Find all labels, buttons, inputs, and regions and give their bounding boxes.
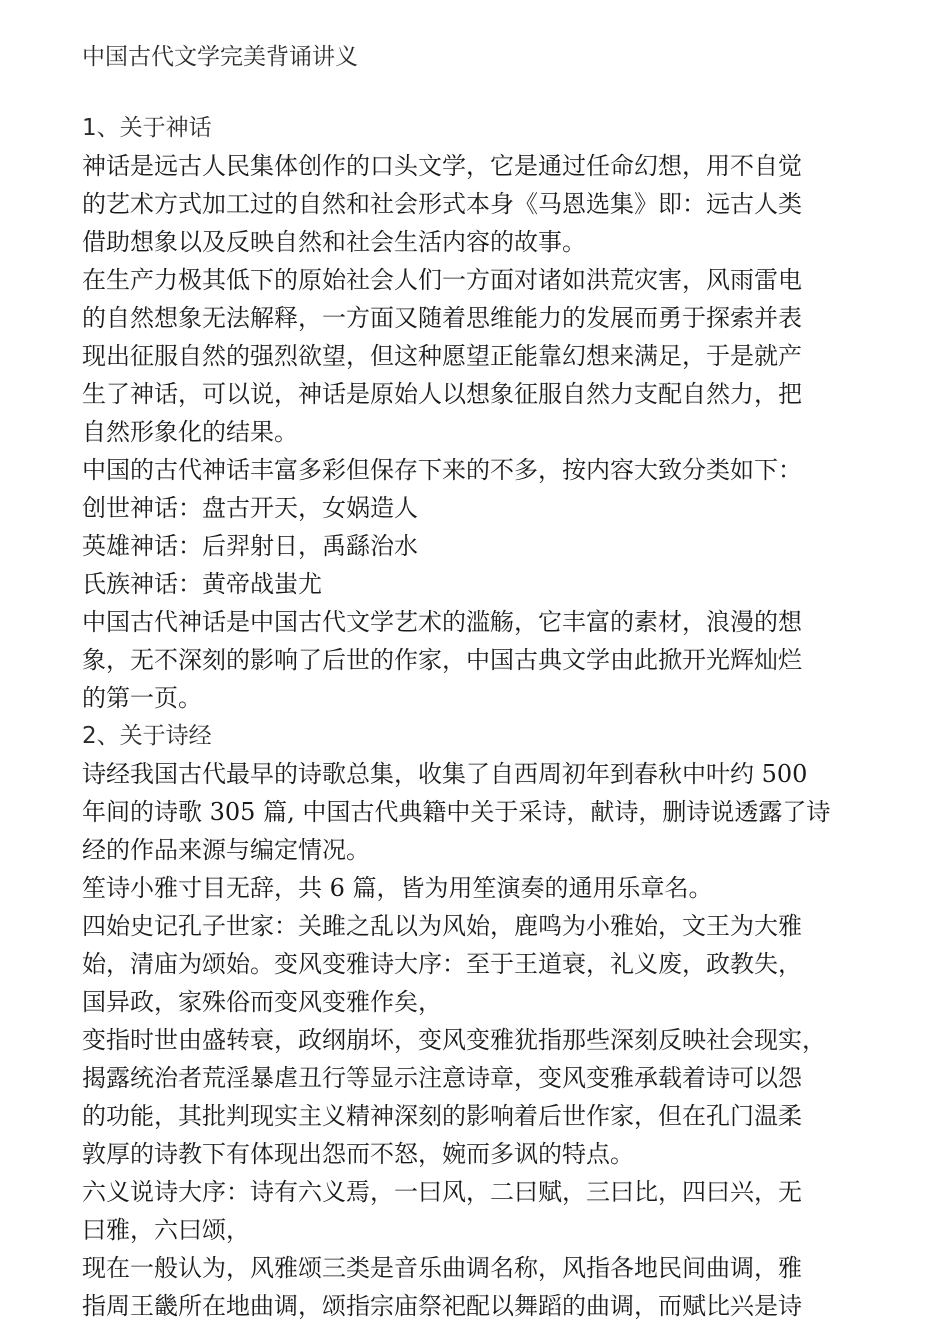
text-line: 揭露统治者荒淫暴虐丑行等显示注意诗章，变风变雅承载着诗可以怨 [82,1064,802,1092]
text-line: 变指时世由盛转衰，政纲崩坏，变风变雅犹指那些深刻反映社会现实， [82,1026,826,1054]
text-line: 象，无不深刻的影响了后世的作家，中国古典文学由此掀开光辉灿烂 [82,646,802,674]
text-line: 创世神话：盘古开天，女娲造人 [82,494,418,522]
text-line: 氏族神话：黄帝战蚩尤 [82,570,322,598]
text-line: 笙诗小雅寸目无辞，共 6 篇，皆为用笙演奏的通用乐章名。 [82,874,713,902]
text-line: 曰雅，六曰颂， [82,1216,250,1244]
document-title: 中国古代文学完美背诵讲义 [82,44,358,70]
text-line: 中国古代神话是中国古代文学艺术的滥觞，它丰富的素材，浪漫的想 [82,608,802,636]
text-line: 诗经我国古代最早的诗歌总集，收集了自西周初年到春秋中叶约 500 [82,760,808,788]
text-line: 的艺术方式加工过的自然和社会形式本身《马恩选集》即：远古人类 [82,190,802,218]
text-line: 中国的古代神话丰富多彩但保存下来的不多，按内容大致分类如下： [82,456,802,484]
section-heading: 1、关于神话 [82,115,212,141]
text-line: 六义说诗大序：诗有六义焉，一曰风，二曰赋，三曰比，四曰兴，无 [82,1178,802,1206]
text-line: 敦厚的诗教下有体现出怨而不怒，婉而多讽的特点。 [82,1140,634,1168]
text-line: 神话是远古人民集体创作的口头文学，它是通过任命幻想，用不自觉 [82,152,802,180]
text-line: 经的作品来源与编定情况。 [82,836,370,864]
text-line: 英雄神话：后羿射日，禹繇治水 [82,532,418,560]
section-heading: 2、关于诗经 [82,723,212,749]
text-line: 四始史记孔子世家：关雎之乱以为风始，鹿鸣为小雅始，文王为大雅 [82,912,802,940]
text-line: 现出征服自然的强烈欲望，但这种愿望正能靠幻想来满足，于是就产 [82,342,802,370]
text-line: 借助想象以及反映自然和社会生活内容的故事。 [82,228,586,256]
text-line: 现在一般认为，风雅颂三类是音乐曲调名称，风指各地民间曲调，雅 [82,1254,802,1282]
text-line: 国异政，家殊俗而变风变雅作矣， [82,988,442,1016]
text-line: 生了神话，可以说，神话是原始人以想象征服自然力支配自然力，把 [82,380,802,408]
document-body [82,109,882,1325]
text-line: 自然形象化的结果。 [82,418,298,446]
text-line: 指周王畿所在地曲调，颂指宗庙祭祀配以舞蹈的曲调，而赋比兴是诗 [82,1292,802,1320]
text-line: 年间的诗歌 305 篇, 中国古代典籍中关于采诗，献诗，删诗说透露了诗 [82,798,831,826]
text-line: 的功能，其批判现实主义精神深刻的影响着后世作家，但在孔门温柔 [82,1102,802,1130]
text-line: 在生产力极其低下的原始社会人们一方面对诸如洪荒灾害，风雨雷电 [82,266,802,294]
text-line: 始，清庙为颂始。变风变雅诗大序：至于王道衰，礼义废，政教失， [82,950,802,978]
text-line: 的第一页。 [82,684,202,712]
text-line: 的自然想象无法解释，一方面又随着思维能力的发展而勇于探索并表 [82,304,802,332]
